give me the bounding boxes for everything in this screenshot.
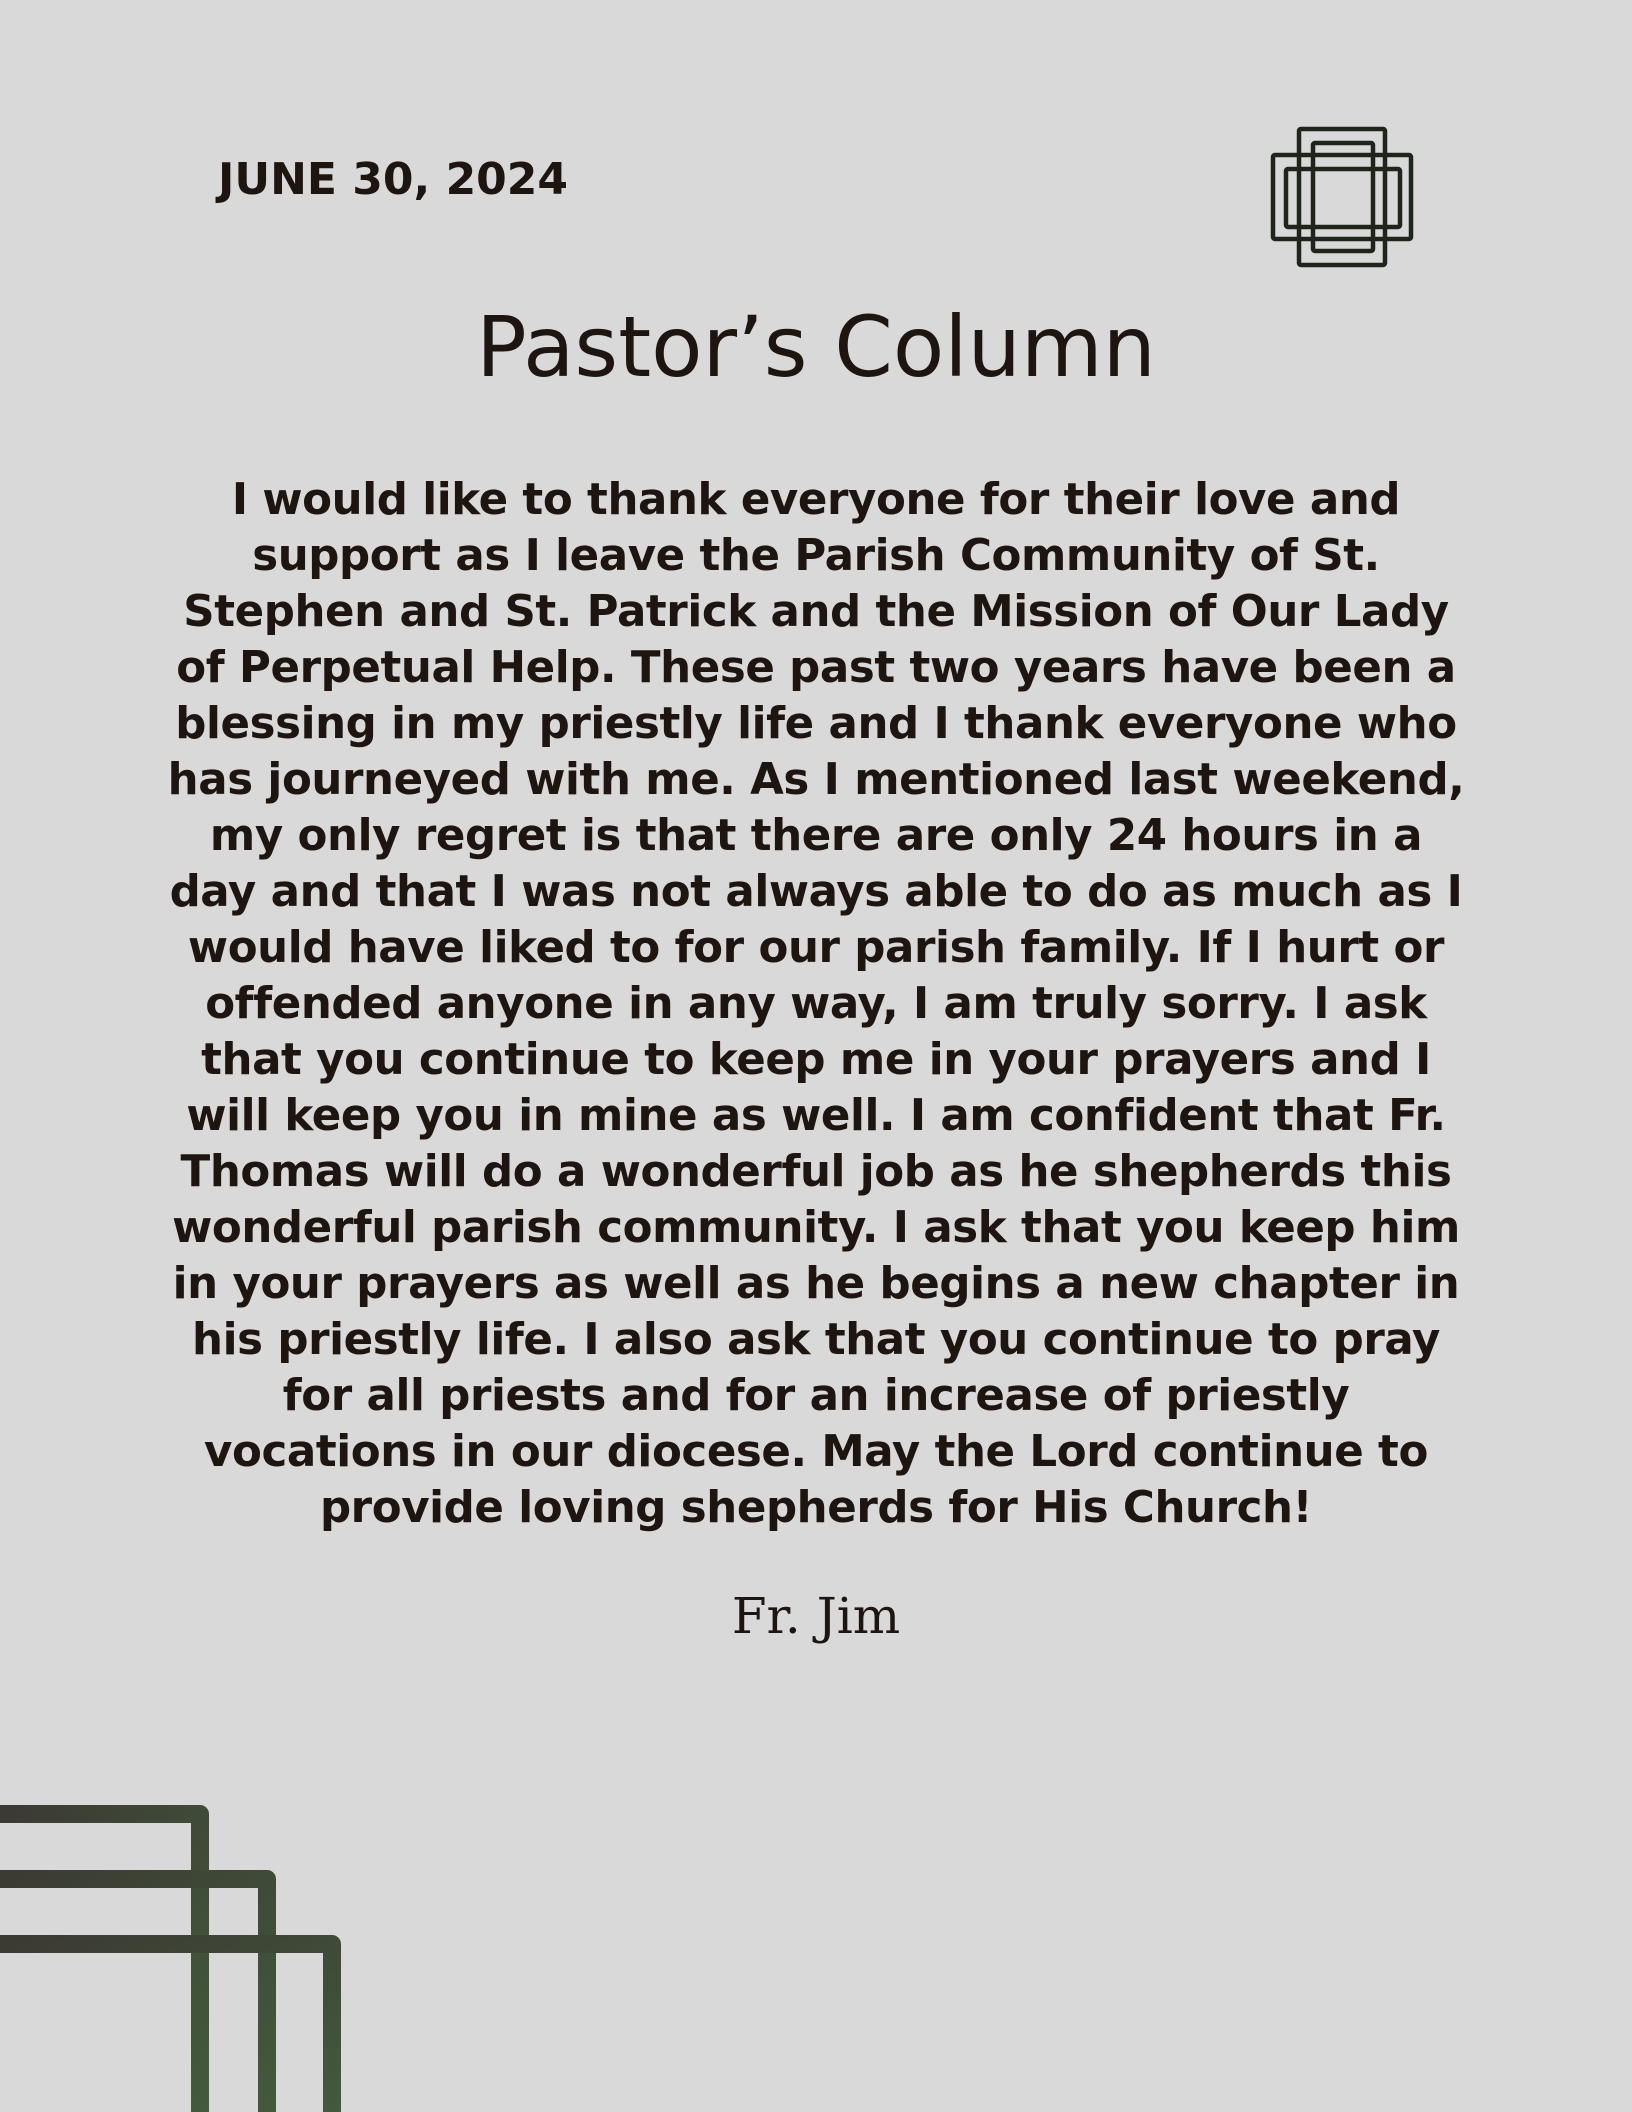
interlocking-squares-icon xyxy=(1270,126,1416,268)
date: JUNE 30, 2024 xyxy=(218,154,569,205)
bracket-lines-decoration xyxy=(0,1790,360,2112)
page-title: Pastor’s Column xyxy=(476,298,1156,396)
column-body: I would like to thank everyone for their love and support as I leave the Parish Community of St. Stephen and St. Patrick and the Mission of Our Lady of Perpetual Help. These past two years have been a blessing in my priestly life and I thank everyone who has journeyed with me. As I mentioned last weekend, my only regret is that there are only 24 hours in a day and that I was not always able to do as much as I would have liked to for our parish family. If I hurt or offended anyone in any way, I am truly sorry. I ask that you continue to keep me in your prayers and I will keep you in mine as well. I am confident that Fr. Thomas will do a wonderful job as he shepherds this wonderful parish community. I ask that you keep him in your prayers as well as he begins a new chapter in his priestly life. I also ask that you continue to pray for all priests and for an increase of priestly vocations in our diocese. May the Lord continue to provide loving shepherds for His Church! xyxy=(167,475,1465,1533)
signature: Fr. Jim xyxy=(731,1587,901,1645)
